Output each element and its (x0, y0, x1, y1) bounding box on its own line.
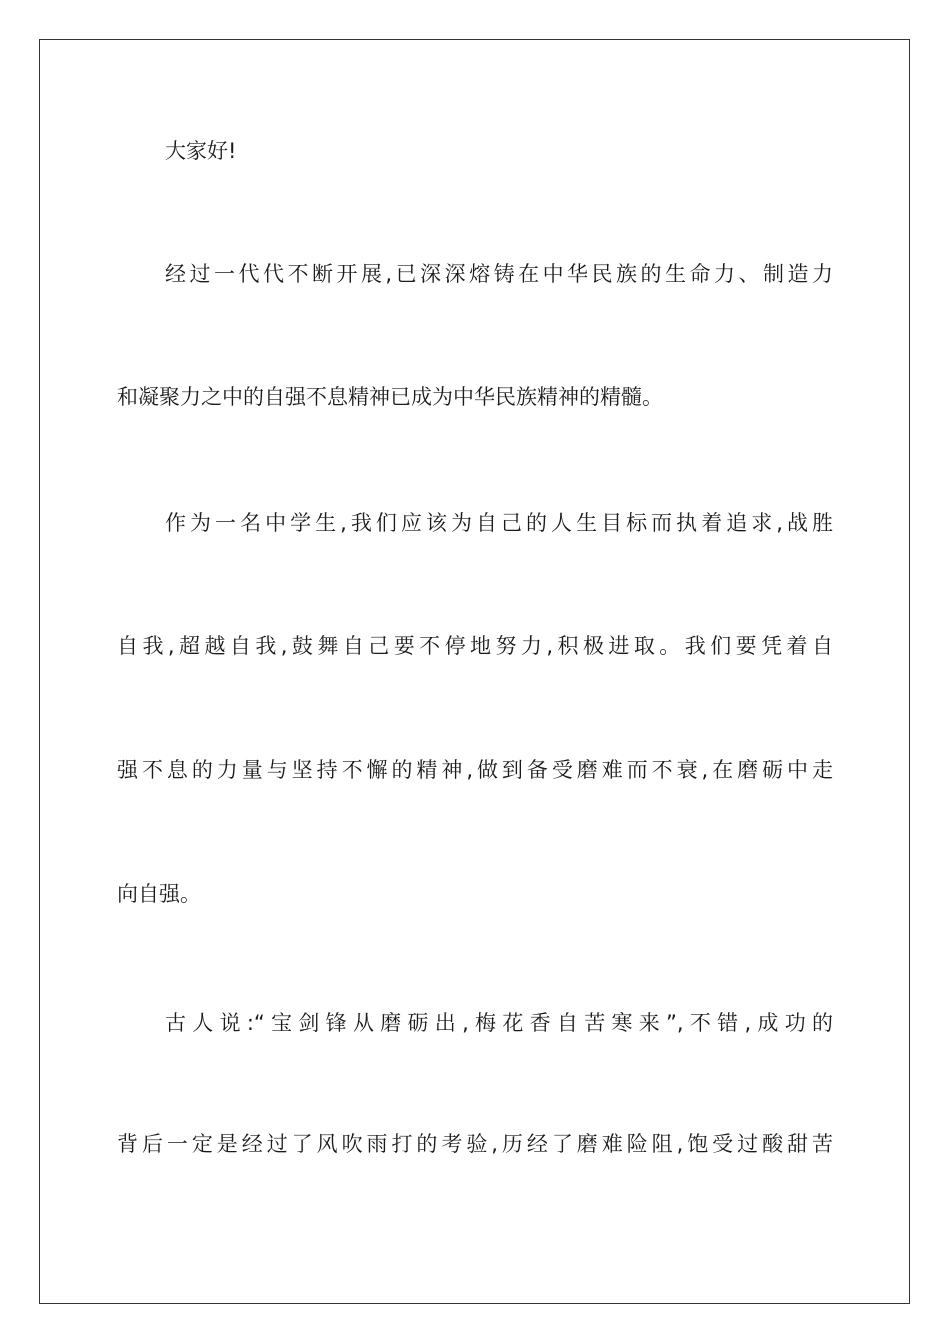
paragraph-line: 自我,超越自我,鼓舞自己要不停地努力,积极进取。我们要凭着自 (117, 634, 833, 658)
page-frame (39, 39, 910, 1304)
paragraph-line: 经过一代代不断开展,已深深熔铸在中华民族的生命力、制造力 (165, 262, 833, 286)
greeting-line: 大家好! (165, 139, 237, 163)
paragraph-line: 古人说:“宝剑锋从磨砺出,梅花香自苦寒来”,不错,成功的 (165, 1011, 833, 1035)
paragraph-line: 作为一名中学生,我们应该为自己的人生目标而执着追求,战胜 (165, 511, 833, 535)
paragraph-line: 和凝聚力之中的自强不息精神已成为中华民族精神的精髓。 (117, 385, 663, 409)
paragraph-line: 强不息的力量与坚持不懈的精神,做到备受磨难而不衰,在磨砺中走 (117, 758, 833, 782)
paragraph-line: 背后一定是经过了风吹雨打的考验,历经了磨难险阻,饱受过酸甜苦 (117, 1132, 833, 1156)
paragraph-line: 向自强。 (117, 882, 201, 906)
